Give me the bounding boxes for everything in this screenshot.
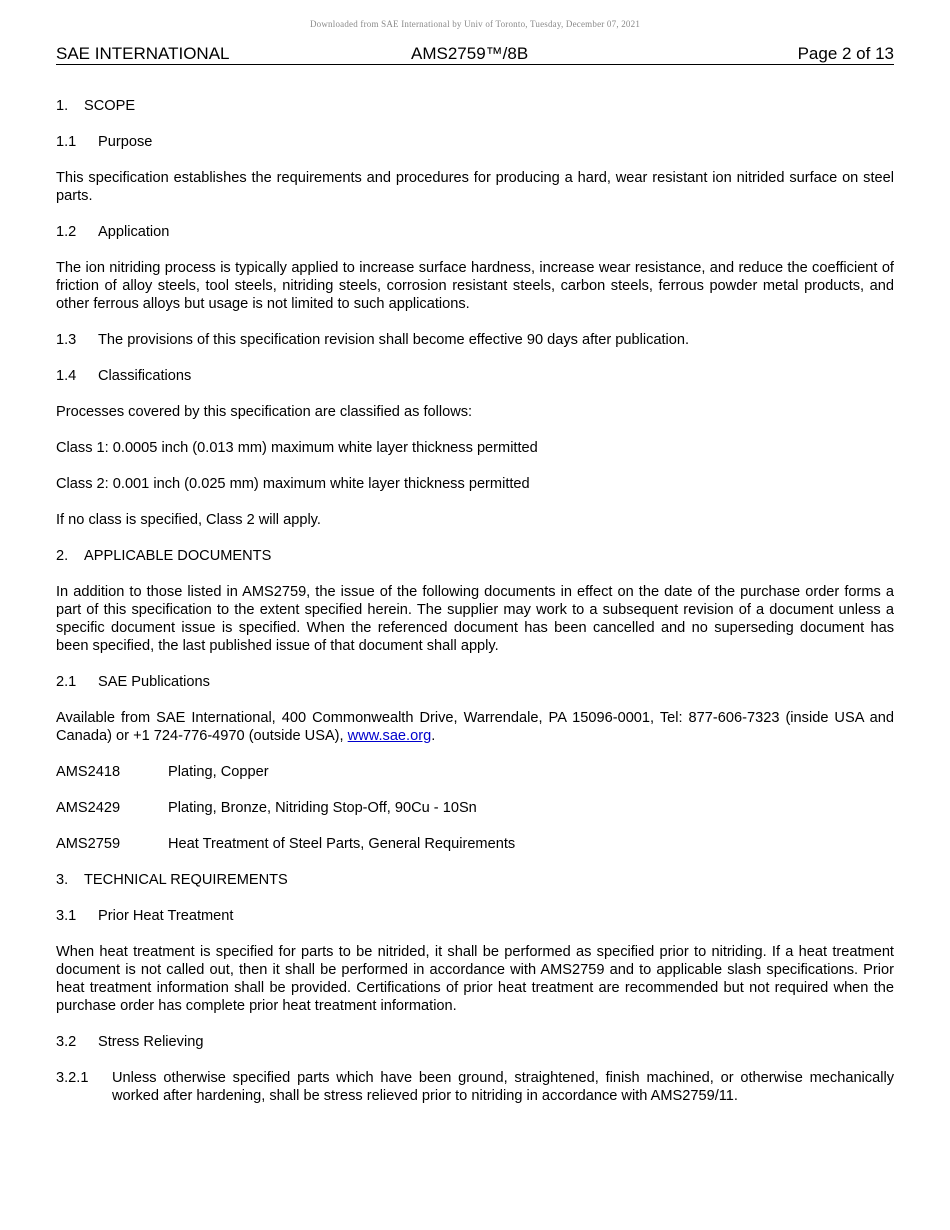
section-title: Application [98, 224, 170, 240]
section-title: TECHNICAL REQUIREMENTS [84, 872, 288, 888]
header-doc-id: AMS2759™/8B [411, 44, 529, 63]
section-1-4-heading [56, 367, 894, 385]
section-3-2-1-paragraph [56, 1069, 894, 1105]
section-3-1-heading [56, 907, 894, 925]
reference-title: Plating, Copper [168, 764, 269, 780]
section-title: Stress Relieving [98, 1034, 204, 1050]
class-1-definition: Class 1: 0.0005 inch (0.013 mm) maximum white layer thickness permitted [56, 440, 538, 456]
reference-code: AMS2418 [56, 764, 121, 780]
classifications-intro: Processes covered by this specification are classified as follows: [56, 404, 473, 420]
class-2-definition: Class 2: 0.001 inch (0.025 mm) maximum white layer thickness permitted [56, 476, 530, 492]
section-number: 1.1 [56, 134, 77, 150]
section-1-3-paragraph [56, 331, 894, 349]
purpose-paragraph: This specification establishes the requirements and procedures for producing a hard, wear resistant ion nitrided surface on steel parts. [56, 170, 894, 204]
section-title: Prior Heat Treatment [98, 908, 234, 924]
section-1-2-heading [56, 223, 894, 241]
reference-ams2429 [56, 799, 894, 817]
section-title: Purpose [98, 134, 153, 150]
section-number: 1.4 [56, 368, 77, 384]
reference-code: AMS2759 [56, 836, 121, 852]
document-body [56, 97, 894, 1123]
prior-heat-treatment-paragraph: When heat treatment is specified for parts to be nitrided, it shall be performed as specified prior to nitriding. If a heat treatment document is not called out, then it shall be performed in accordance with AMS2759 and to applicable slash specifications. Prior heat treatment information shall be provided. Certifications of prior heat treatment are recommended but not required when the purchase order has complete prior heat treatment information. [56, 944, 894, 1014]
reference-ams2759 [56, 835, 894, 853]
page-header [56, 44, 894, 65]
section-number: 3.2.1 [56, 1070, 89, 1086]
applicable-documents-paragraph: In addition to those listed in AMS2759, the issue of the following documents in effect on the date of the purchase order forms a part of this specification to the extent specified herein. The supplier may work to a subsequent revision of a document unless a specific document issue is specified. When the referenced document has been cancelled and no superseding document has been specified, the last published issue of that document shall apply. [56, 584, 894, 654]
section-1-heading [56, 97, 894, 115]
reference-title: Plating, Bronze, Nitriding Stop-Off, 90Cu - 10Sn [168, 800, 477, 816]
default-class-note: If no class is specified, Class 2 will apply. [56, 512, 321, 528]
section-3-heading [56, 871, 894, 889]
section-number: 3. [56, 872, 69, 888]
section-title: SCOPE [84, 98, 136, 114]
header-page-number: Page 2 of 13 [797, 44, 894, 63]
section-text: Unless otherwise specified parts which have been ground, straightened, finish machined, or otherwise mechanically worked after hardening, shall be stress relieved prior to nitriding in accordance with AMS2759/11. [112, 1070, 894, 1104]
availability-end: . [431, 728, 436, 744]
reference-ams2418 [56, 763, 894, 781]
section-2-1-heading [56, 673, 894, 691]
section-number: 1. [56, 98, 69, 114]
section-number: 2. [56, 548, 69, 564]
header-org: SAE INTERNATIONAL [56, 44, 230, 63]
section-text: The provisions of this specification revision shall become effective 90 days after publication. [98, 332, 690, 348]
section-number: 1.3 [56, 332, 77, 348]
sae-website-link[interactable]: www.sae.org [347, 728, 432, 744]
section-number: 1.2 [56, 224, 77, 240]
sae-availability-paragraph [56, 709, 894, 745]
section-number: 3.2 [56, 1034, 77, 1050]
section-2-heading [56, 547, 894, 565]
availability-text: Available from SAE International, 400 Commonwealth Drive, Warrendale, PA 15096-0001, Tel: 877-606-7323 (inside USA and Canada) or +1 724-776-4970 (outside USA), [56, 710, 894, 744]
download-watermark: Downloaded from SAE International by Univ of Toronto, Tuesday, December 07, 2021 [309, 19, 641, 29]
section-3-2-heading [56, 1033, 894, 1051]
section-number: 2.1 [56, 674, 77, 690]
section-title: Classifications [98, 368, 192, 384]
reference-code: AMS2429 [56, 800, 121, 816]
section-1-1-heading [56, 133, 894, 151]
section-title: SAE Publications [98, 674, 210, 690]
reference-title: Heat Treatment of Steel Parts, General Requirements [168, 836, 516, 852]
application-paragraph: The ion nitriding process is typically applied to increase surface hardness, increase wear resistance, and reduce the coefficient of friction of alloy steels, tool steels, nitriding steels, corrosion resistant steels, carbon steels, ferrous powder metal products, and other ferrous alloys but usage is not limited to such applications. [56, 260, 894, 312]
section-title: APPLICABLE DOCUMENTS [84, 548, 272, 564]
section-number: 3.1 [56, 908, 77, 924]
